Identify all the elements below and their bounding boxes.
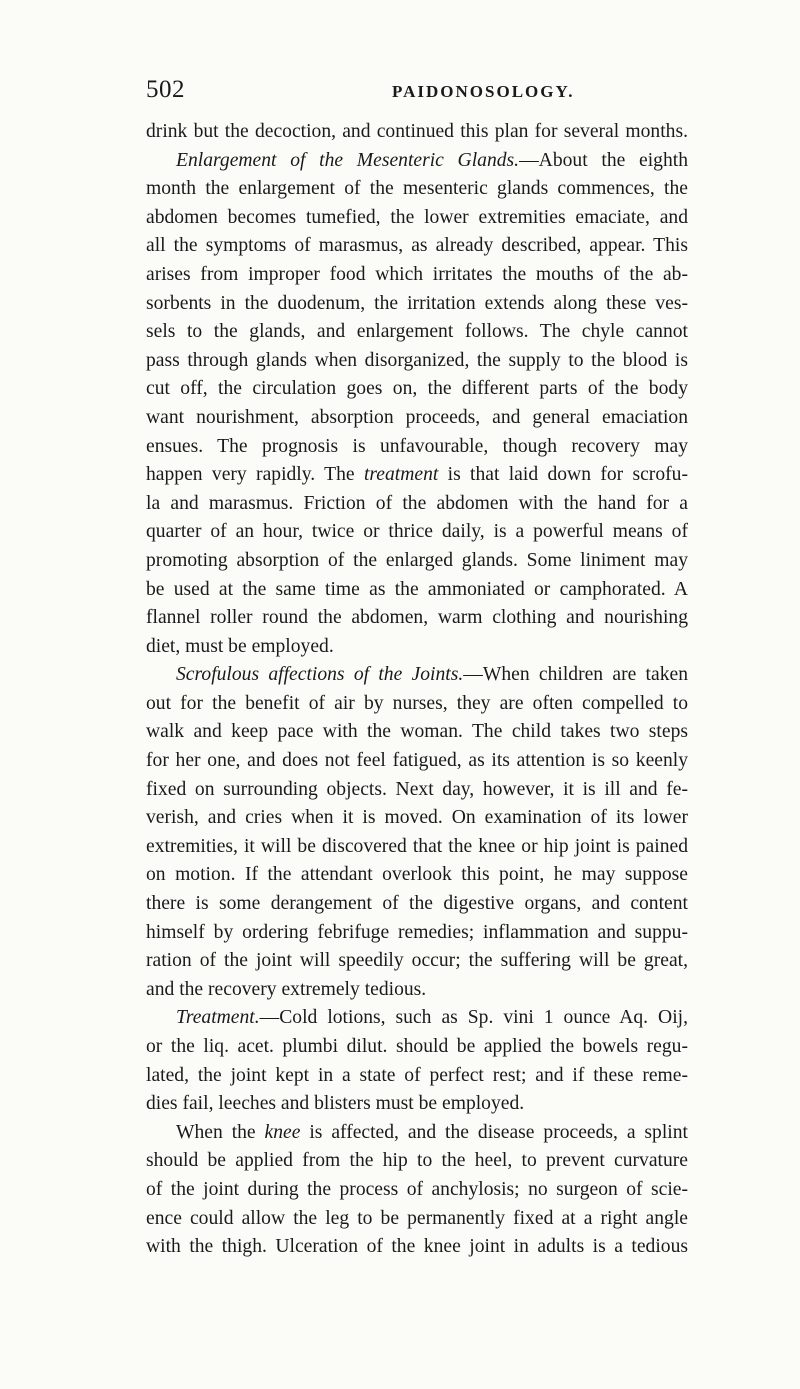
- text-line: month the enlargement of the mesenteric glands commences, the: [146, 178, 688, 200]
- text-line: lated, the joint kept in a state of perfect rest; and if these reme-: [146, 1064, 688, 1086]
- running-title: PAIDONOSOLOGY.: [392, 82, 575, 101]
- italic-term: knee: [264, 1121, 301, 1143]
- text-line: of the joint during the process of anchylosis; no surgeon of scie-: [146, 1178, 688, 1200]
- text-line: with the thigh. Ulceration of the knee joint in adults is a tedious: [146, 1236, 688, 1258]
- section-heading-line: Scrofulous affections of the Joints.—When children are taken: [176, 664, 688, 686]
- text-line: cut off, the circulation goes on, the different parts of the body: [146, 378, 688, 400]
- section-heading: Scrofulous affections of the Joints.: [176, 664, 464, 686]
- text-line: extremities, it will be discovered that the knee or hip joint is pained: [146, 835, 688, 857]
- text-line: sels to the glands, and enlargement follows. The chyle cannot: [146, 321, 688, 343]
- italic-term: treatment: [363, 464, 439, 486]
- text-line: arises from improper food which irritates the mouths of the ab-: [146, 263, 688, 285]
- text-line: for her one, and does not feel fatigued, as its attention is so keenly: [146, 750, 688, 772]
- text-line: verish, and cries when it is moved. On examination of its lower: [146, 807, 688, 829]
- text-line: pass through glands when disorganized, the supply to the blood is: [146, 349, 688, 371]
- text-line: happen very rapidly. The treatment is that laid down for scrofu-: [146, 464, 688, 486]
- text-line: ence could allow the leg to be permanently fixed at a right angle: [146, 1207, 688, 1229]
- text-line: diet, must be employed.: [146, 635, 334, 657]
- text-line: quarter of an hour, twice or thrice daily, is a powerful means of: [146, 521, 688, 543]
- text-line: flannel roller round the abdomen, warm clothing and nourishing: [146, 607, 688, 629]
- text-line: himself by ordering febrifuge remedies; inflammation and suppu-: [146, 921, 688, 943]
- section-heading-line: Enlargement of the Mesenteric Glands.—About the eighth: [176, 149, 688, 171]
- text-line: all the symptoms of marasmus, as already described, appear. This: [146, 235, 688, 257]
- section-heading-line: Treatment.—Cold lotions, such as Sp. vini 1 ounce Aq. Oij,: [176, 1007, 688, 1029]
- text-line: promoting absorption of the enlarged glands. Some liniment may: [146, 549, 688, 571]
- text-line: ration of the joint will speedily occur; the suffering will be great,: [146, 950, 688, 972]
- text-line: or the liq. acet. plumbi dilut. should be applied the bowels regu-: [146, 1036, 688, 1057]
- text-line: ensues. The prognosis is unfavourable, though recovery may: [146, 435, 688, 457]
- text-line: on motion. If the attendant overlook this point, he may suppose: [146, 864, 688, 886]
- text-line: sorbents in the duodenum, the irritation extends along these ves-: [146, 292, 688, 314]
- page-number: 502: [146, 76, 185, 103]
- text-line: abdomen becomes tumefied, the lower extremities emaciate, and: [146, 206, 688, 228]
- text-line: walk and keep pace with the woman. The child takes two steps: [146, 721, 688, 743]
- text-line: dies fail, leeches and blisters must be employed.: [146, 1093, 525, 1115]
- text-line: When the knee is affected, and the disease proceeds, a splint: [176, 1121, 688, 1143]
- body-text: [146, 118, 688, 1262]
- text-line: there is some derangement of the digestive organs, and content: [146, 893, 688, 915]
- text-line: want nourishment, absorption proceeds, and general emaciation: [146, 406, 688, 428]
- text-line: out for the benefit of air by nurses, they are often compelled to: [146, 692, 688, 714]
- text-line: should be applied from the hip to the heel, to prevent curvature: [146, 1150, 688, 1172]
- text-line: and the recovery extremely tedious.: [146, 978, 427, 1000]
- text-line: fixed on surrounding objects. Next day, however, it is ill and fe-: [146, 778, 688, 800]
- text-line: drink but the decoction, and continued this plan for several months.: [146, 121, 688, 142]
- section-heading: Treatment.: [176, 1007, 260, 1029]
- page-header: [146, 76, 686, 106]
- section-heading: Enlargement of the Mesenteric Glands.: [176, 149, 520, 171]
- text-line: be used at the same time as the ammoniated or camphorated. A: [146, 578, 688, 600]
- text-line: la and marasmus. Friction of the abdomen with the hand for a: [146, 492, 688, 514]
